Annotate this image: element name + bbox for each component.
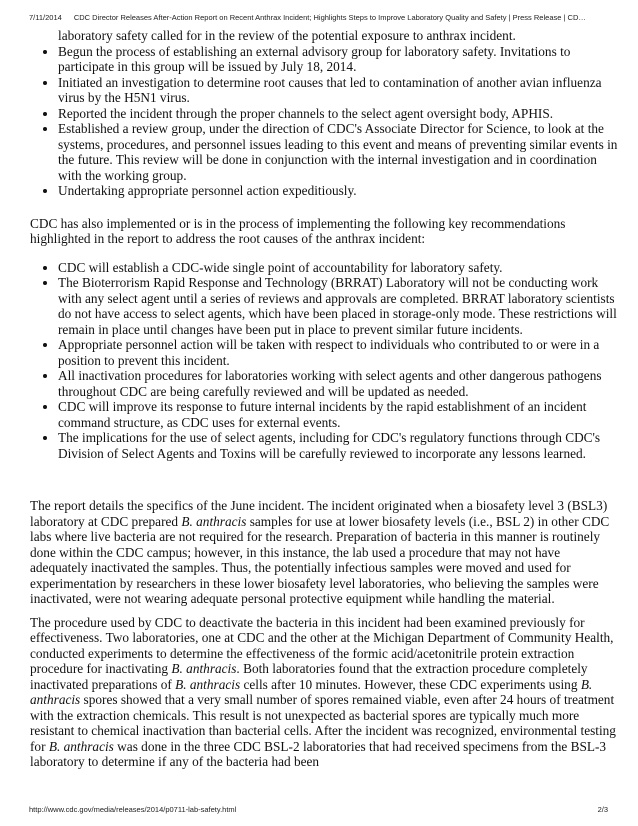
list-item: • Initiated an investigation to determine root causes that led to contamination of another avian influenza virus by the H5N1 virus. — [58, 75, 620, 106]
list-item: • The implications for the use of select agents, including for CDC's regulatory functions through CDC's Division of Select Agents and Toxins will be carefully reviewed to incorporate any lessons learned. — [58, 430, 620, 461]
print-header — [29, 13, 628, 22]
list-item: • Reported the incident through the proper channels to the select agent oversight body, APHIS. — [58, 106, 620, 122]
procedure-paragraph — [30, 615, 620, 770]
recommendations-list — [30, 260, 620, 462]
list-item: • All inactivation procedures for laboratories working with select agents and other dangerous pathogens throughout CDC are being carefully reviewed and will be updated as needed. — [58, 368, 620, 399]
list-item: • Established a review group, under the direction of CDC's Associate Director for Science, to look at the systems, procedures, and personnel issues leading to this event and means of preventing similar events in the future. This review will be done in conjunction with the internal investigation and in coordination with the working group. — [58, 121, 620, 183]
list-item-continuation: laboratory safety called for in the review of the potential exposure to anthrax incident. — [58, 28, 516, 43]
list-item: • The Bioterrorism Rapid Response and Technology (BRRAT) Laboratory will not be conducting work with any select agent until a series of reviews and approvals are completed. BRRAT laboratory scientists do not have access to select agents, which have been placed in storage-only mode. These restrictions will remain in place until changes have been put in place to prevent similar future incidents. — [58, 275, 620, 337]
source-url: http://www.cdc.gov/media/releases/2014/p0711-lab-safety.html — [29, 805, 237, 814]
list-item: • CDC will establish a CDC-wide single point of accountability for laboratory safety. — [58, 260, 620, 276]
species-name: B. anthracis — [181, 513, 247, 529]
species-name: B. anthracis — [175, 676, 241, 692]
incident-paragraph — [30, 498, 620, 607]
print-date: 7/11/2014 — [29, 13, 62, 22]
list-item: • Appropriate personnel action will be taken with respect to individuals who contributed to or were in a position to prevent this incident. — [58, 337, 620, 368]
print-title: CDC Director Releases After-Action Report on Recent Anthrax Incident; Highlights Steps to Improve Laboratory Quality and Safety | Press Release | CD… — [73, 13, 586, 22]
text-run: spores showed that a very small number of spores remained viable, even after 24 hours of treatment with the extraction chemicals. This result is not unexpected as bacterial spores are typically much more resistant to chemical inactivation than bacterial cells. After the incident was recognized, environmental testing for — [30, 692, 616, 754]
text-run: was done in the three CDC BSL-2 laboratories that had received specimens from the BSL-3 laboratory to determine if any of the bacteria had been — [30, 738, 607, 769]
species-name: B. anthracis — [48, 738, 114, 754]
text-run: samples for use at lower biosafety levels (i.e., BSL 2) in other CDC labs where live bacteria are not required for the research. Preparation of bacteria in this manner is routinely done within the CDC campus; however, in this instance, the lab used a procedure that may not have adequately inactivated the samples. Thus, the potentially infectious samples were moved and used for experimentation by researchers in these lower biosafety level laboratories, who believing the samples were inactivated, were not wearing adequate personal protective equipment while handling the material. — [30, 513, 610, 606]
list-item: • Begun the process of establishing an external advisory group for laboratory safety. Invitations to participate in this group will be issued by July 18, 2014. — [58, 44, 620, 75]
text-run: cells after 10 minutes. However, these CDC experiments using — [240, 676, 581, 692]
text-run: . Both laboratories found that the extraction procedure completely inactivated preparations of — [30, 661, 588, 692]
page-number: 2/3 — [597, 805, 608, 814]
print-footer — [29, 805, 608, 814]
text-run: The report details the specifics of the June incident. The incident originated when a biosafety level 3 (BSL3) laboratory at CDC prepared — [30, 498, 608, 529]
text-run: The procedure used by CDC to deactivate the bacteria in this incident had been examined previously for effectiveness. Two laboratories, one at CDC and the other at the Michigan Department of Community Health, conducted experiments to determine the effectiveness of the formic acid/acetonitrile protein extraction procedure for inactivating — [30, 614, 614, 676]
article-body — [30, 28, 620, 770]
species-name: B. anthracis — [171, 661, 237, 676]
species-name: B. anthracis — [30, 676, 593, 707]
list-item: • Undertaking appropriate personnel action expeditiously. — [58, 183, 620, 199]
actions-list — [30, 28, 620, 199]
recommendations-intro: CDC has also implemented or is in the process of implementing the following key recommendations highlighted in the report to address the root causes of the anthrax incident: — [30, 215, 566, 246]
list-item: • CDC will improve its response to future internal incidents by the rapid establishment of an incident command structure, as CDC uses for external events. — [58, 399, 620, 430]
